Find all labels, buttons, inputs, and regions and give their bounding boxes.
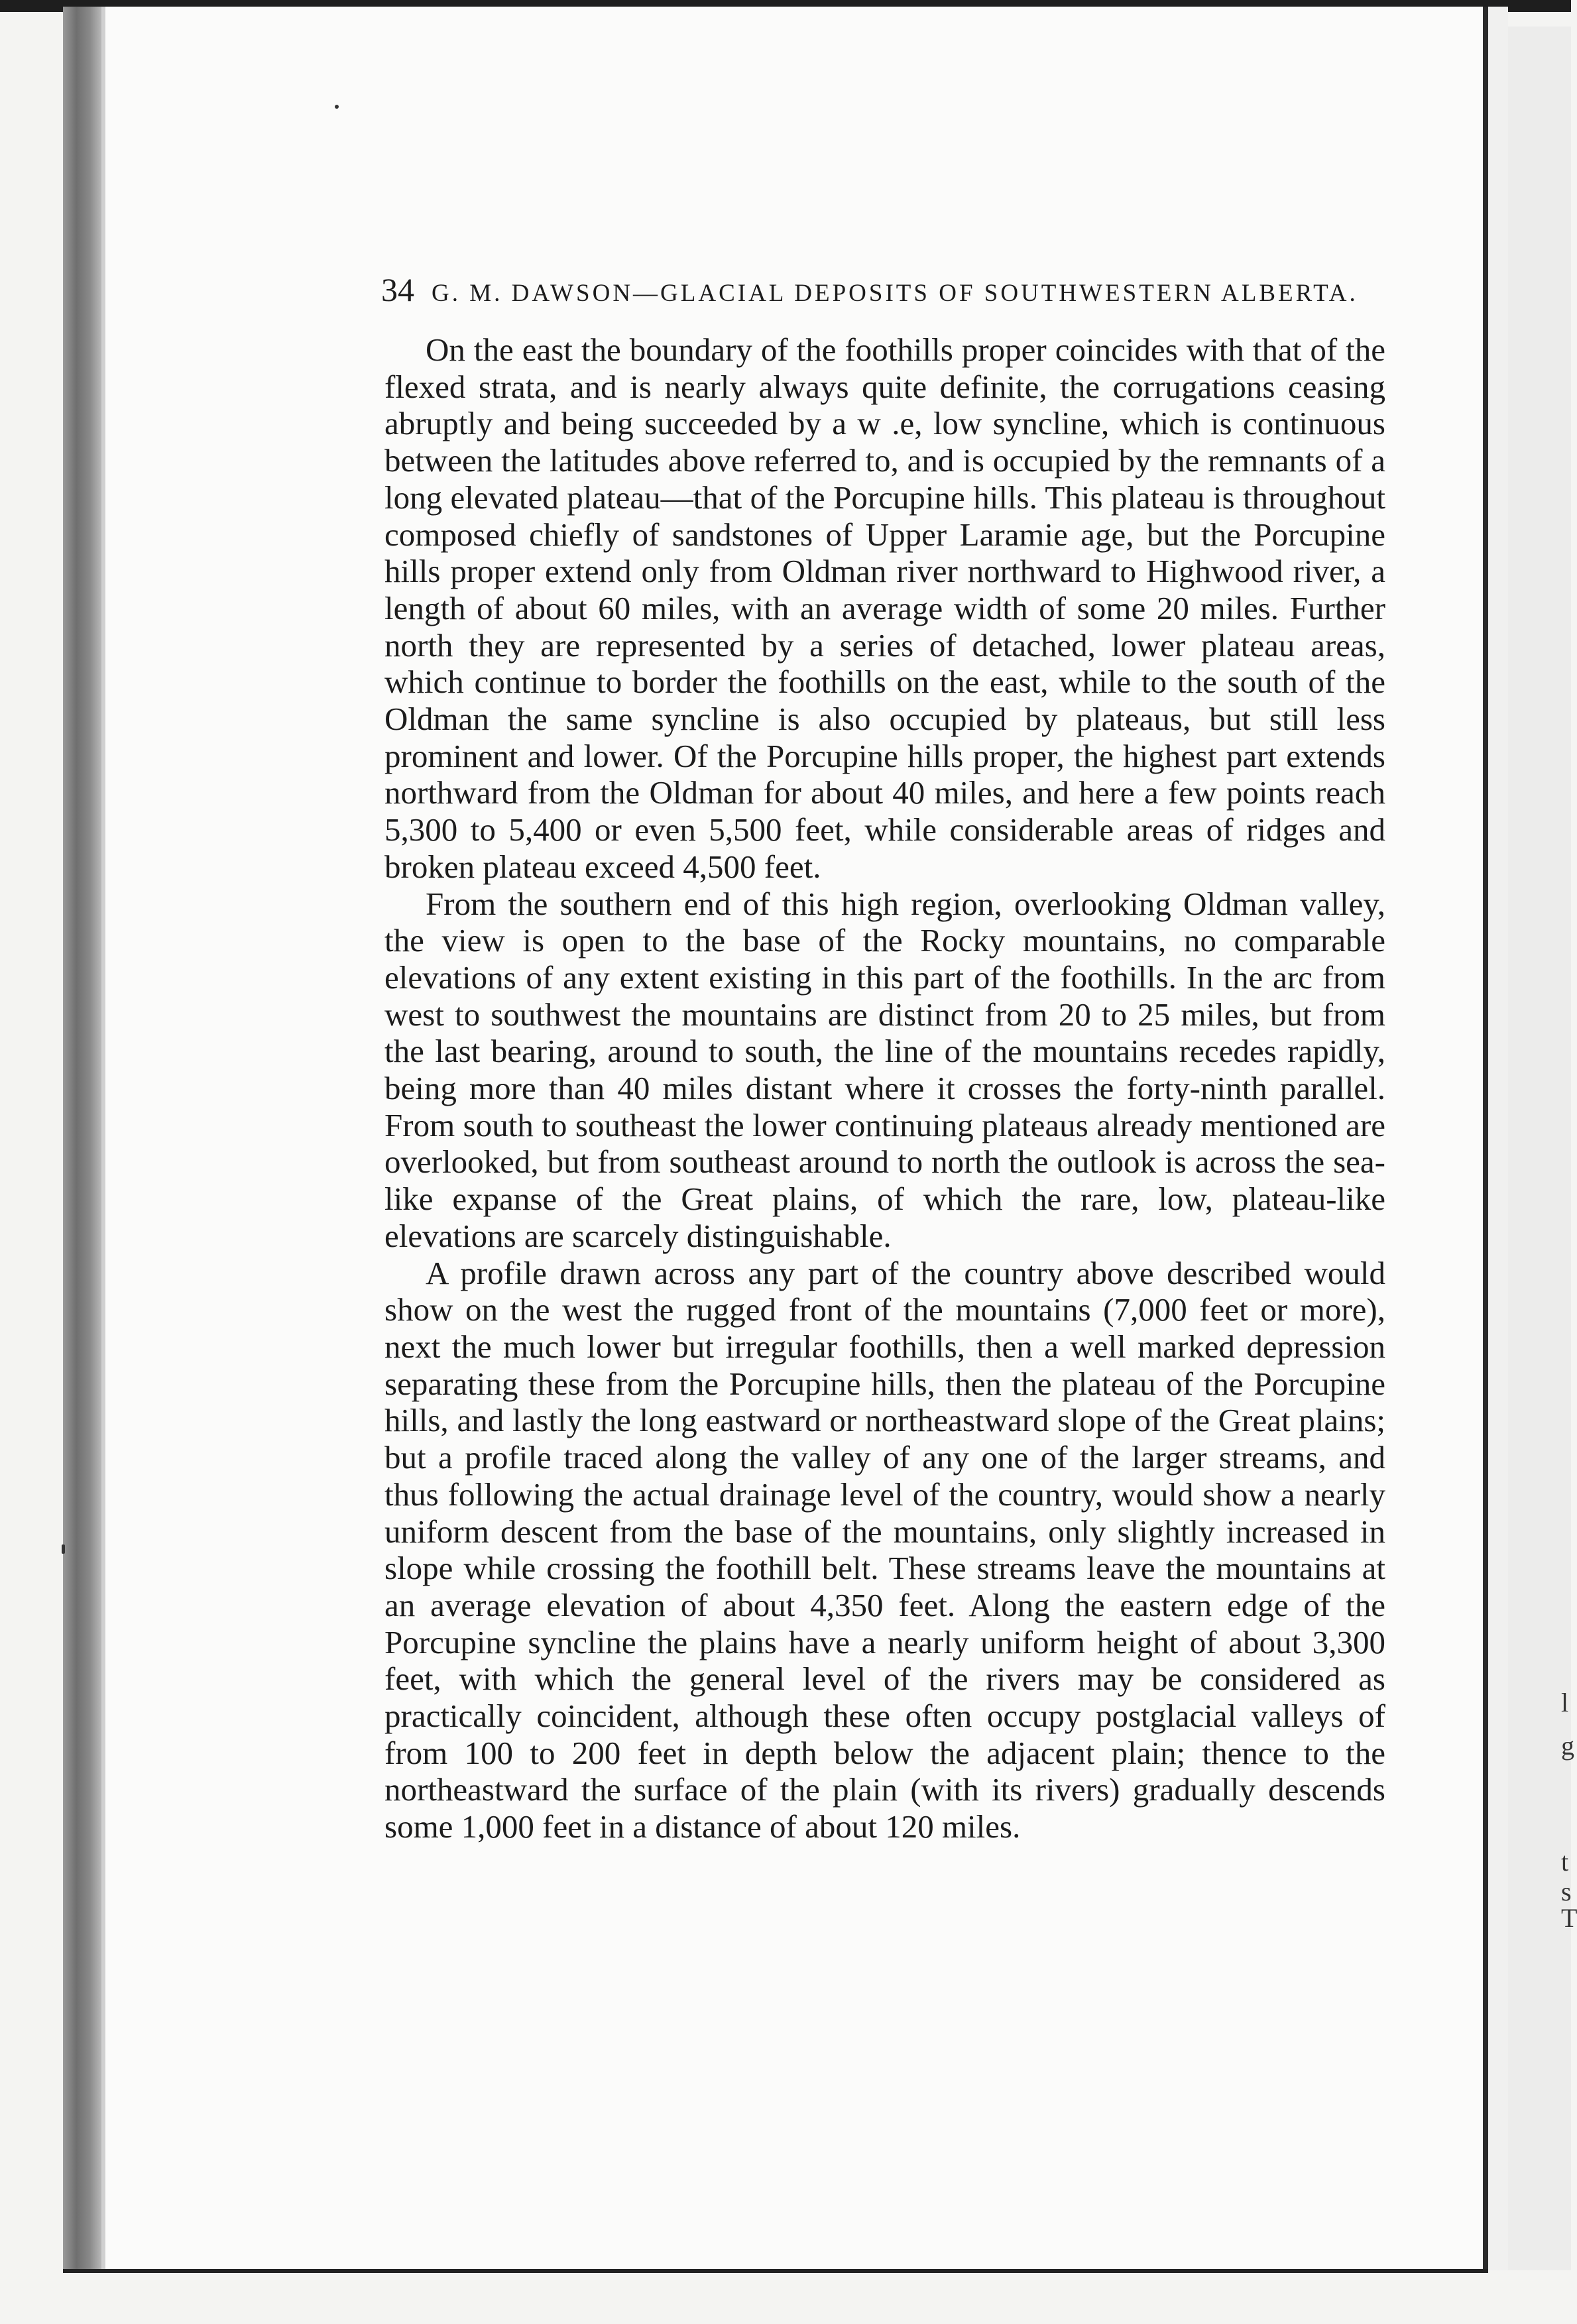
scan-right-gap <box>1488 7 1508 2270</box>
paragraph: A profile drawn across any part of the country above described would show on the west the rugged front of the mountains (7,000 feet or more), next the much lower but irregular foothills, then a well marked depression separating these from the Porcupine hills, then the plateau of the Porcupine hills, and lastly the long eastward or northeastward slope of the Great plains; but a profile traced along the valley of any one of the larger streams, and thus following the actual drainage level of the country, would show a nearly uniform descent from the base of the mountains, only slightly increased in slope while crossing the foothill belt. These streams leave the mountains at an average elevation of about 4,350 feet. Along the eastern edge of the Porcupine syncline the plains have a nearly uniform height of about 3,300 feet, with which the general level of the rivers may be considered as practically coincident, although these often occupy postglacial valleys of from 100 to 200 feet in depth below the adjacent plain; thence to the northeastward the surface of the plain (with its rivers) gradually descends some 1,000 feet in a distance of about 120 miles. <box>384 1254 1385 1845</box>
scan-left-margin <box>63 7 101 2270</box>
scan-right-border <box>1483 7 1488 2270</box>
scan-speck <box>335 105 339 109</box>
scan-bottom-border <box>63 2269 1488 2273</box>
paragraph: On the east the boundary of the foothills proper coincides with that of the flexed strata, and is nearly always quite definite, the corrugations ceasing abruptly and being succeeded by a w .e, low syncline, which is continuous between the latitudes above referred to, and is occupied by the remnants of a long elevated plateau—that of the Porcupine hills. This plateau is throughout composed chiefly of sandstones of Upper Laramie age, but the Porcupine hills proper extend only from Oldman river northward to Highwood river, a length of about 60 miles, with an average width of some 20 miles. Further north they are represented by a series of detached, lower plateau areas, which continue to border the foothills on the east, while to the south of the Oldman the same syncline is also occupied by plateaus, but still less prominent and lower. Of the Porcupine hills proper, the highest part extends northward from the Oldman for about 40 miles, and here a few points reach 5,300 to 5,400 or even 5,500 feet, while considerable areas of ridges and broken plateau exceed 4,500 feet. <box>384 331 1385 885</box>
running-header <box>381 270 1375 309</box>
next-page-edge <box>1508 27 1571 2270</box>
body-text <box>384 331 1385 1845</box>
edge-fragment: l <box>1561 1688 1569 1717</box>
edge-fragment: s <box>1561 1877 1572 1906</box>
edge-fragment: g <box>1561 1731 1574 1761</box>
running-title: G. M. DAWSON—GLACIAL DEPOSITS OF SOUTHWESTERN ALBERTA. <box>432 280 1358 307</box>
page-number: 34 <box>381 271 414 308</box>
edge-fragment: T <box>1561 1903 1577 1933</box>
edge-fragment: t <box>1561 1847 1569 1877</box>
paragraph: From the southern end of this high region, overlooking Oldman valley, the view is open to the base of the Rocky mountains, no comparable elevations of any extent existing in this part of the foothills. In the arc from west to southwest the mountains are distinct from 20 to 25 miles, but from the last bearing, around to south, the line of the mountains recedes rapidly, being more than 40 miles distant where it crosses the forty-ninth parallel. From south to southeast the lower continuing plateaus already mentioned are overlooked, but from southeast around to north the outlook is across the sea-like expanse of the Great plains, of which the rare, low, plateau-like elevations are scarcely distinguishable. <box>384 885 1385 1254</box>
scan-speck <box>62 1544 65 1554</box>
